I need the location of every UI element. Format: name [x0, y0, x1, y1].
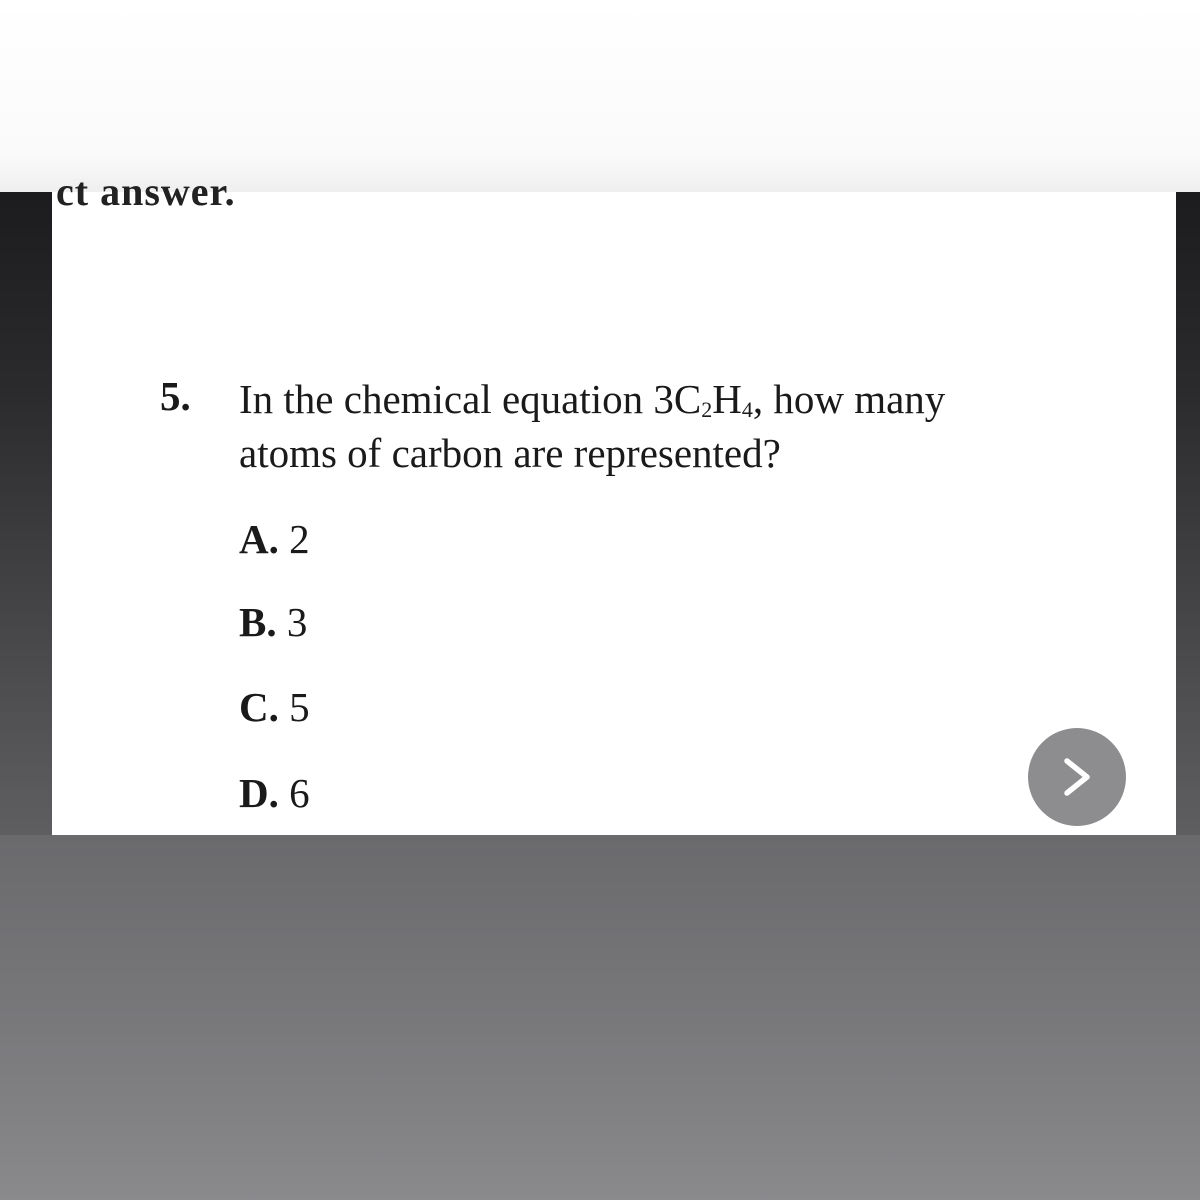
option-a[interactable]: [239, 515, 310, 563]
option-letter: B.: [239, 599, 277, 645]
subscript-hydrogen: 4: [741, 397, 753, 422]
option-value: 5: [289, 684, 310, 730]
question-text-line2: atoms of carbon are represented?: [239, 430, 781, 476]
worksheet-page: [52, 169, 1176, 835]
option-letter: A.: [239, 516, 279, 562]
question-number: 5.: [160, 373, 191, 419]
chevron-right-icon: [1055, 755, 1099, 799]
option-letter: D.: [239, 770, 279, 816]
option-value: 3: [286, 599, 308, 645]
question-text-part: H: [712, 376, 742, 422]
option-c[interactable]: [239, 683, 310, 731]
question-text-part: In the chemical equation 3C: [239, 376, 702, 422]
option-letter: C.: [239, 684, 279, 730]
question-text-part: , how many: [752, 376, 946, 422]
option-value: 2: [289, 516, 310, 562]
cut-off-instruction: ct answer.: [56, 169, 236, 214]
top-blank-area: [0, 0, 1200, 192]
option-d[interactable]: [239, 769, 310, 817]
bottom-background: [0, 835, 1200, 1200]
option-value: 6: [289, 770, 310, 816]
next-button[interactable]: [1028, 728, 1126, 826]
subscript-carbon: 2: [701, 397, 713, 422]
option-b[interactable]: [239, 598, 307, 646]
question-text: [239, 372, 1139, 480]
